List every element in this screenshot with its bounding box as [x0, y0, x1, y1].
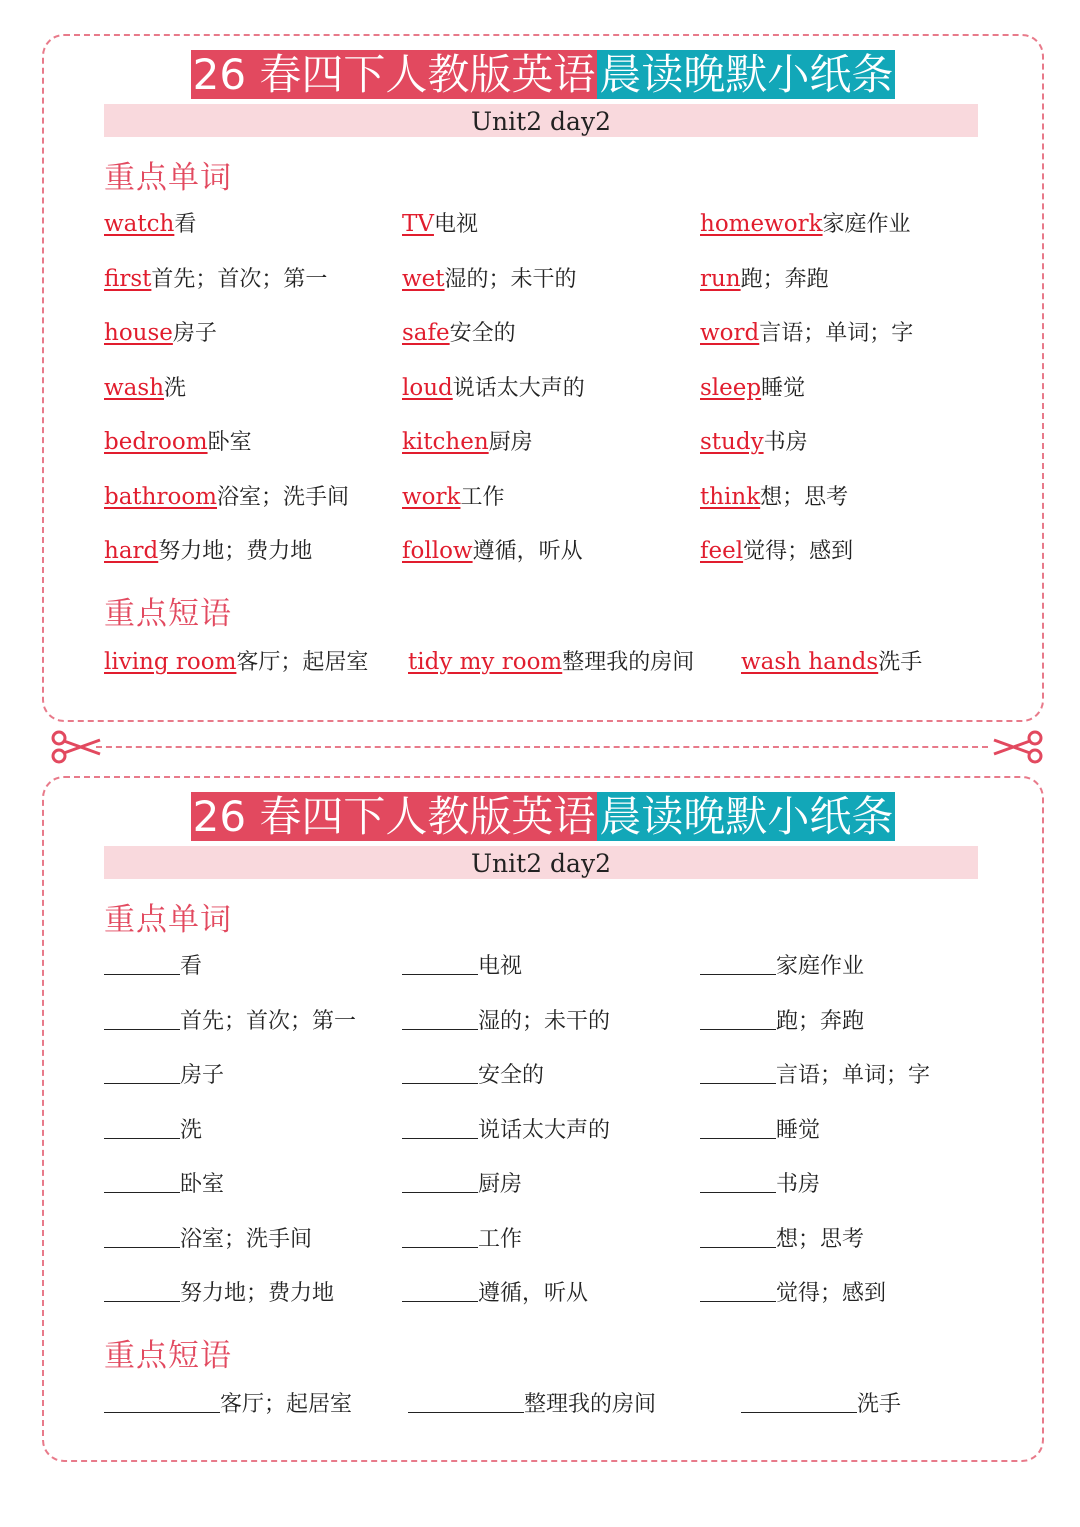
chinese-meaning: 湿的；未干的: [444, 266, 577, 292]
english-word: safe: [402, 320, 450, 346]
answer-blank[interactable]: [402, 1219, 478, 1248]
chinese-meaning: 跑；奔跑: [740, 266, 829, 292]
chinese-meaning: 整理我的房间: [562, 650, 695, 675]
word-row: [104, 477, 1004, 532]
word-item: [402, 204, 478, 245]
answer-blank[interactable]: [104, 1273, 180, 1302]
answer-blank[interactable]: [104, 1110, 180, 1139]
word-item: [402, 422, 533, 463]
word-blank-item: [402, 1273, 588, 1314]
english-word: wet: [402, 265, 445, 292]
chinese-meaning: 言语；单词；字: [776, 1063, 931, 1088]
english-word: work: [402, 483, 461, 510]
word-row: [104, 531, 1004, 586]
english-word: kitchen: [402, 429, 489, 455]
english-word: follow: [402, 538, 473, 564]
reading-card: [42, 34, 1044, 722]
english-word: sleep: [700, 374, 762, 401]
chinese-meaning: 厨房: [478, 1172, 523, 1197]
phrase-blank-item: [408, 1384, 656, 1425]
english-word: feel: [700, 538, 744, 564]
word-item: [402, 259, 577, 300]
title-part-red: 26 春四下人教版英语: [192, 792, 596, 841]
english-word: bedroom: [104, 429, 208, 455]
word-blank-item: [700, 1164, 820, 1205]
chinese-meaning: 睡觉: [761, 375, 806, 401]
answer-blank[interactable]: [700, 1110, 776, 1139]
word-blank-item: [402, 1001, 610, 1042]
answer-blank[interactable]: [104, 1164, 180, 1193]
chinese-meaning: 整理我的房间: [524, 1392, 657, 1417]
word-row: [104, 1164, 1004, 1219]
word-blank-item: [402, 1164, 522, 1205]
word-blank-grid: [104, 946, 1004, 1328]
phrase-item: [104, 642, 368, 683]
word-blank-item: [104, 1055, 224, 1096]
word-blank-item: [104, 1110, 202, 1151]
chinese-meaning: 湿的；未干的: [478, 1008, 611, 1034]
english-word: house: [104, 320, 173, 346]
answer-blank[interactable]: [402, 1110, 478, 1139]
word-row: [104, 946, 1004, 1001]
word-blank-item: [700, 1055, 930, 1096]
phrase-item: [408, 642, 694, 683]
word-blank-item: [700, 1219, 864, 1260]
answer-blank[interactable]: [402, 1001, 478, 1030]
word-item: [700, 313, 913, 354]
word-item: [402, 313, 516, 354]
phrase-row: [104, 642, 1004, 682]
english-word: loud: [402, 374, 453, 401]
key-phrases-heading: 重点短语: [104, 1338, 232, 1374]
chinese-meaning: 洗手: [878, 650, 923, 675]
chinese-meaning: 房子: [172, 321, 217, 346]
word-item: [700, 259, 829, 300]
english-word: first: [104, 265, 152, 292]
chinese-meaning: 书房: [763, 430, 808, 455]
word-row: [104, 1110, 1004, 1165]
word-blank-item: [700, 946, 864, 987]
word-item: [700, 368, 805, 409]
key-words-heading: 重点单词: [104, 160, 232, 196]
english-phrase: wash hands: [741, 649, 879, 675]
word-blank-item: [402, 1055, 544, 1096]
chinese-meaning: 跑；奔跑: [776, 1008, 865, 1034]
word-item: [104, 422, 252, 463]
answer-blank[interactable]: [700, 1273, 776, 1302]
scissors-icon: [50, 730, 104, 764]
english-phrase: tidy my room: [408, 649, 563, 675]
phrase-blank-item: [741, 1384, 901, 1425]
word-item: [402, 368, 585, 409]
unit-subtitle: Unit2 day2: [104, 846, 978, 879]
key-words-heading: 重点单词: [104, 902, 232, 938]
word-grid: [104, 204, 1004, 586]
chinese-meaning: 客厅；起居室: [236, 650, 369, 675]
word-item: [402, 477, 504, 518]
chinese-meaning: 书房: [776, 1172, 821, 1197]
chinese-meaning: 卧室: [207, 430, 252, 455]
chinese-meaning: 说话太大声的: [452, 375, 585, 401]
cut-line: [96, 746, 988, 748]
chinese-meaning: 看: [180, 954, 203, 979]
chinese-meaning: 觉得；感到: [743, 539, 854, 564]
word-item: [700, 531, 853, 572]
title-part-teal: 晨读晚默小纸条: [599, 792, 894, 841]
word-blank-item: [104, 946, 202, 987]
english-word: study: [700, 429, 764, 455]
chinese-meaning: 客厅；起居室: [220, 1392, 353, 1417]
english-word: watch: [104, 211, 175, 237]
answer-blank[interactable]: [700, 1219, 776, 1248]
english-word: TV: [402, 211, 434, 237]
word-item: [104, 204, 196, 245]
english-word: bathroom: [104, 483, 217, 510]
chinese-meaning: 浴室；洗手间: [180, 1226, 313, 1252]
chinese-meaning: 安全的: [449, 321, 516, 346]
word-blank-item: [700, 1273, 886, 1314]
answer-blank[interactable]: [104, 1055, 180, 1084]
word-blank-item: [700, 1110, 820, 1151]
chinese-meaning: 首先；首次；第一: [151, 266, 328, 292]
answer-blank[interactable]: [104, 1219, 180, 1248]
word-blank-item: [700, 1001, 864, 1042]
word-item: [104, 368, 186, 409]
answer-blank[interactable]: [402, 1273, 478, 1302]
word-row: [104, 313, 1004, 368]
chinese-meaning: 家庭作业: [776, 954, 865, 979]
word-blank-item: [402, 946, 522, 987]
chinese-meaning: 看: [174, 212, 197, 237]
chinese-meaning: 电视: [478, 954, 523, 979]
chinese-meaning: 想；思考: [776, 1226, 865, 1252]
phrase-blank-row: [104, 1384, 1004, 1424]
word-item: [700, 422, 808, 463]
chinese-meaning: 家庭作业: [822, 212, 911, 237]
chinese-meaning: 说话太大声的: [478, 1117, 611, 1143]
chinese-meaning: 浴室；洗手间: [217, 484, 350, 510]
word-row: [104, 1001, 1004, 1056]
word-item: [402, 531, 583, 572]
chinese-meaning: 电视: [433, 212, 478, 237]
answer-blank[interactable]: [700, 1164, 776, 1193]
dictation-card: [42, 776, 1044, 1462]
chinese-meaning: 言语；单词；字: [759, 321, 914, 346]
answer-blank[interactable]: [402, 1164, 478, 1193]
answer-blank[interactable]: [741, 1384, 857, 1413]
word-row: [104, 204, 1004, 259]
answer-blank[interactable]: [402, 1055, 478, 1084]
chinese-meaning: 遵循，听从: [472, 539, 583, 564]
page-title: [191, 790, 896, 844]
chinese-meaning: 觉得；感到: [776, 1281, 887, 1306]
chinese-meaning: 努力地；费力地: [158, 539, 313, 564]
word-blank-item: [104, 1219, 312, 1260]
chinese-meaning: 工作: [478, 1226, 523, 1252]
chinese-meaning: 睡觉: [776, 1117, 821, 1143]
answer-blank[interactable]: [700, 1001, 776, 1030]
key-phrases-heading: 重点短语: [104, 596, 232, 632]
scissors-icon: [990, 730, 1044, 764]
page-title: [191, 48, 896, 102]
word-blank-item: [104, 1164, 224, 1205]
phrase-item: [741, 642, 922, 683]
word-item: [700, 204, 911, 245]
title-part-red: 26 春四下人教版英语: [192, 50, 596, 99]
english-word: homework: [700, 211, 823, 237]
word-item: [104, 477, 349, 518]
word-row: [104, 1219, 1004, 1274]
chinese-meaning: 厨房: [488, 430, 533, 455]
answer-blank[interactable]: [104, 946, 180, 975]
chinese-meaning: 首先；首次；第一: [180, 1008, 357, 1034]
chinese-meaning: 工作: [460, 484, 505, 510]
word-row: [104, 1273, 1004, 1328]
chinese-meaning: 卧室: [180, 1172, 225, 1197]
answer-blank[interactable]: [700, 1055, 776, 1084]
chinese-meaning: 房子: [180, 1063, 225, 1088]
english-word: run: [700, 265, 741, 292]
chinese-meaning: 努力地；费力地: [180, 1281, 335, 1306]
word-blank-item: [104, 1001, 356, 1042]
word-row: [104, 259, 1004, 314]
chinese-meaning: 想；思考: [760, 484, 849, 510]
english-word: hard: [104, 538, 159, 564]
chinese-meaning: 洗: [164, 375, 187, 401]
word-row: [104, 1055, 1004, 1110]
word-item: [104, 259, 327, 300]
phrase-blank-item: [104, 1384, 352, 1425]
answer-blank[interactable]: [104, 1001, 180, 1030]
answer-blank[interactable]: [408, 1384, 524, 1413]
word-row: [104, 368, 1004, 423]
answer-blank[interactable]: [402, 946, 478, 975]
word-item: [104, 313, 217, 354]
english-word: wash: [104, 374, 165, 401]
word-row: [104, 422, 1004, 477]
chinese-meaning: 安全的: [478, 1063, 545, 1088]
chinese-meaning: 遵循，听从: [478, 1281, 589, 1306]
word-item: [700, 477, 848, 518]
chinese-meaning: 洗手: [857, 1392, 902, 1417]
english-word: word: [700, 320, 760, 346]
word-item: [104, 531, 312, 572]
chinese-meaning: 洗: [180, 1117, 203, 1143]
unit-subtitle: Unit2 day2: [104, 104, 978, 137]
english-word: think: [700, 483, 761, 510]
answer-blank[interactable]: [104, 1384, 220, 1413]
word-blank-item: [402, 1110, 610, 1151]
answer-blank[interactable]: [700, 946, 776, 975]
english-phrase: living room: [104, 649, 237, 675]
word-blank-item: [104, 1273, 334, 1314]
title-part-teal: 晨读晚默小纸条: [599, 50, 894, 99]
word-blank-item: [402, 1219, 522, 1260]
